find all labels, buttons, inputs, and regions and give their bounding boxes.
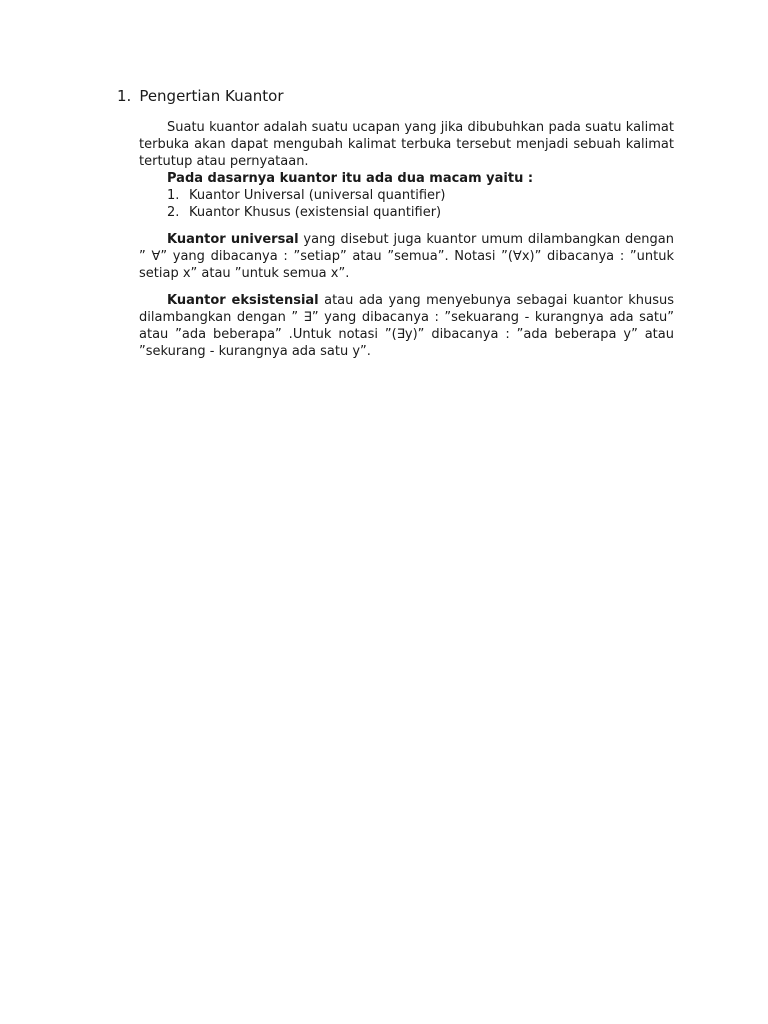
list-item-text: Kuantor Universal (universal quantifier) — [189, 188, 446, 203]
list-item — [167, 204, 674, 221]
section-content — [139, 119, 674, 360]
universal-text: yang disebut juga kuantor umum dilambangkan dengan ” ∀” yang dibacanya : ”setiap” atau ”semua”. Notasi ”(∀x)” dibacanya : ”untuk setiap x” atau ”untuk semua x”. — [139, 232, 674, 281]
section-number: 1. — [117, 87, 132, 105]
types-list — [139, 187, 674, 221]
existential-paragraph — [139, 292, 674, 360]
intro-paragraph: Suatu kuantor adalah suatu ucapan yang jika dibubuhkan pada suatu kalimat terbuka akan dapat mengubah kalimat terbuka tersebut menjadi sebuah kalimat tertutup atau pernyataan. — [139, 120, 674, 169]
existential-text: atau ada yang menyebunya sebagai kuantor khusus dilambangkan dengan ” ∃” yang dibacanya : ”sekuarang - kurangnya ada satu” atau ”ada beberapa” .Untuk notasi ”(∃y)” dibacanya : ”ada beberapa y” atau ”sekurang - kurangnya ada satu y”. — [139, 293, 675, 359]
types-lead: Pada dasarnya kuantor itu ada dua macam yaitu : — [167, 171, 534, 186]
universal-paragraph — [139, 231, 674, 282]
universal-term: Kuantor universal — [167, 232, 299, 247]
list-item-number: 1. — [167, 188, 180, 203]
list-item-text: Kuantor Khusus (existensial quantifier) — [189, 205, 442, 220]
list-item-number: 2. — [167, 205, 180, 220]
existential-term: Kuantor eksistensial — [167, 293, 319, 308]
section-heading — [117, 86, 284, 106]
section-title: Pengertian Kuantor — [139, 87, 284, 105]
list-item — [167, 187, 674, 204]
